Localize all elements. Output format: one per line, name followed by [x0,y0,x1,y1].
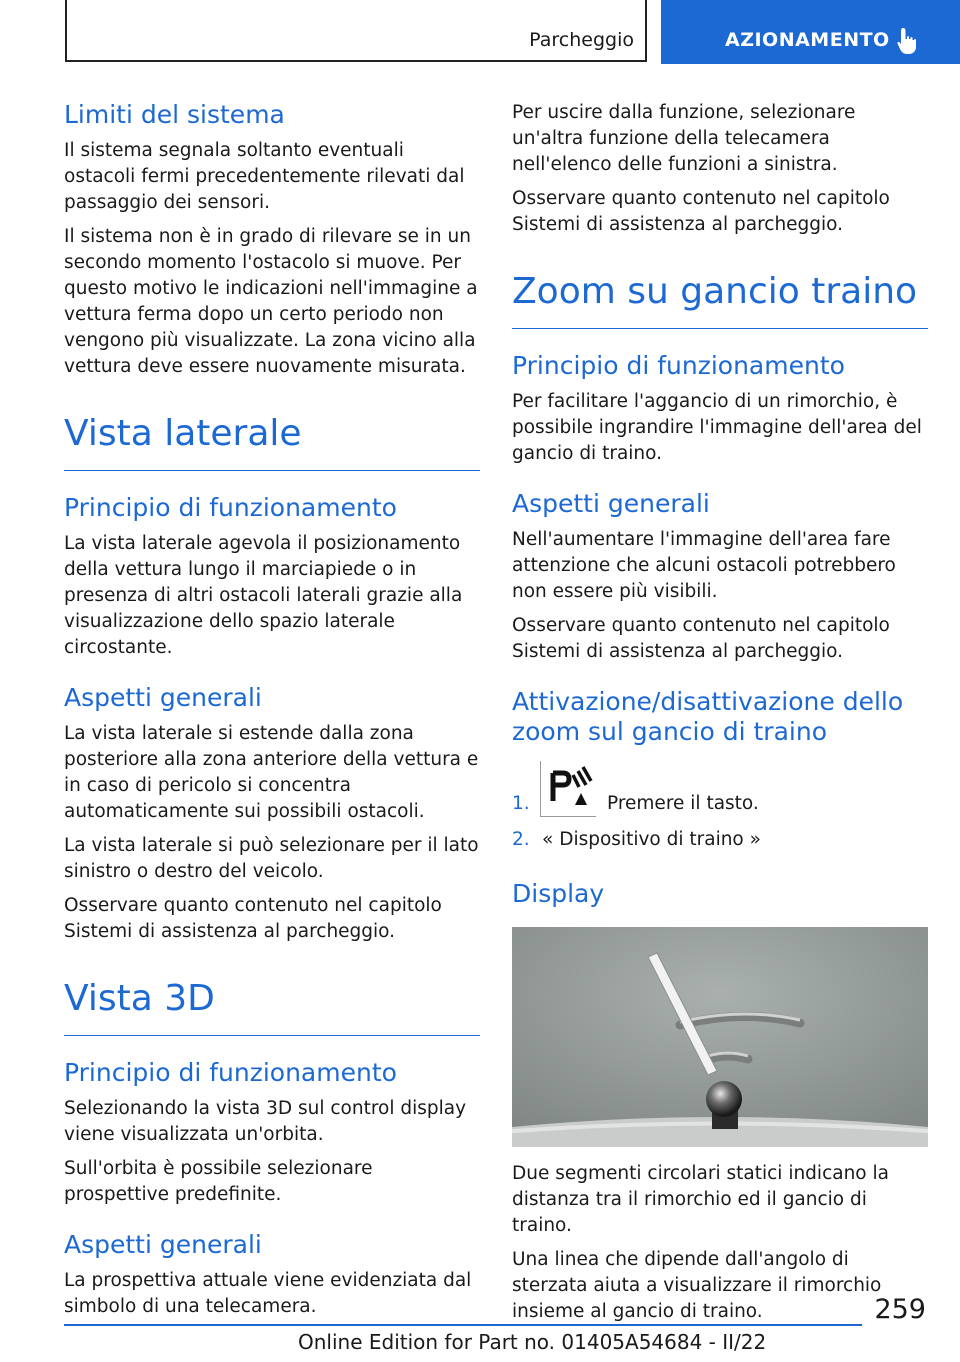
tow-hitch-camera-view-image [512,927,928,1147]
side-general-heading: Aspetti generali [64,683,262,712]
step-1-text: Premere il tasto. [607,793,759,814]
zoom-principle-heading: Principio di funzionamento [512,351,845,380]
side-general-paragraph-2: La vista laterale si può selezionare per il lato sinistro o destro del veicolo. [64,835,479,882]
side-general-paragraph-3: Osservare quanto contenuto nel capitolo Sistemi di assistenza al parcheggio. [64,895,442,942]
limits-paragraph-1: Il sistema segnala soltanto eventuali ostacoli fermi precedentemente rilevati dal passaggio dei sensori. [64,140,465,213]
zoom-general-heading: Aspetti generali [512,489,710,518]
zoom-general-paragraph-2: Osservare quanto contenuto nel capitolo Sistemi di assistenza al parcheggio. [512,615,890,662]
step-2-text: « Dispositivo di traino » [542,829,761,850]
view-3d-principle-paragraph-2: Sull'orbita è possibile selezionare prospettive predefinite. [64,1158,373,1205]
view-3d-principle-paragraph-1: Selezionando la vista 3D sul control display viene visualizzata un'orbita. [64,1098,467,1145]
header-tab-label: AZIONAMENTO [725,29,890,51]
display-paragraph-2: Una linea che dipende dall'angolo di sterzata aiuta a visualizzare il rimorchio insieme al gancio di traino. [512,1249,882,1322]
side-general-paragraph-1: La vista laterale si estende dalla zona posteriore alla zona anteriore della vettura e in caso di pericolo si concentra automaticamente sui possibili ostacoli. [64,723,479,822]
zoom-heading: Zoom su gancio traino [512,270,928,329]
footer-edition: Online Edition for Part no. 01405A54684 - II/22 [298,1330,767,1354]
hand-pointer-icon [896,26,920,56]
view-3d-general-paragraph: La prospettiva attuale viene evidenziata dal simbolo di una telecamera. [64,1270,472,1317]
activation-heading: Attivazione/disattivazione dello zoom sul gancio di traino [512,687,904,746]
zoom-general-paragraph-1: Nell'aumentare l'immagine dell'area fare attenzione che alcuni ostacoli potrebbero non essere più visibili. [512,529,896,602]
step-2 [512,827,928,853]
zoom-principle-paragraph: Per facilitare l'aggancio di un rimorchio, è possibile ingrandire l'immagine dell'area del gancio di traino. [512,391,922,464]
view-3d-general-heading: Aspetti generali [64,1230,262,1259]
view-3d-heading: Vista 3D [64,977,480,1036]
limits-heading: Limiti del sistema [64,100,285,129]
step-2-number: 2. [512,829,530,850]
view-3d-principle-heading: Principio di funzionamento [64,1058,397,1087]
side-principle-heading: Principio di funzionamento [64,493,397,522]
exit-paragraph-2: Osservare quanto contenuto nel capitolo Sistemi di assistenza al parcheggio. [512,188,890,235]
park-distance-control-button-icon [540,761,596,817]
header-section-title: Parcheggio [529,29,634,51]
step-1 [512,761,928,821]
side-principle-paragraph: La vista laterale agevola il posizionamento della vettura lungo il marciapiede o in presenza di altri ostacoli laterali grazie alla visualizzazione dello spazio laterale circostante. [64,533,463,658]
display-heading: Display [512,879,605,908]
footer-divider [64,1324,862,1326]
exit-paragraph-1: Per uscire dalla funzione, selezionare un'altra funzione della telecamera nell'elenco delle funzioni a sinistra. [512,102,856,175]
side-view-heading: Vista laterale [64,412,480,471]
step-1-number: 1. [512,793,530,814]
page-number: 259 [874,1294,926,1325]
limits-paragraph-2: Il sistema non è in grado di rilevare se in un secondo momento l'ostacolo si muove. Per questo motivo le indicazioni nell'immagine a vettura ferma dopo un certo periodo non vengono più visualizzate. La zona vicino alla vettura deve essere nuovamente misurata. [64,226,478,377]
display-paragraph-1: Due segmenti circolari statici indicano la distanza tra il rimorchio ed il gancio di traino. [512,1163,889,1236]
right-column [512,100,928,1325]
left-column [64,100,480,1320]
